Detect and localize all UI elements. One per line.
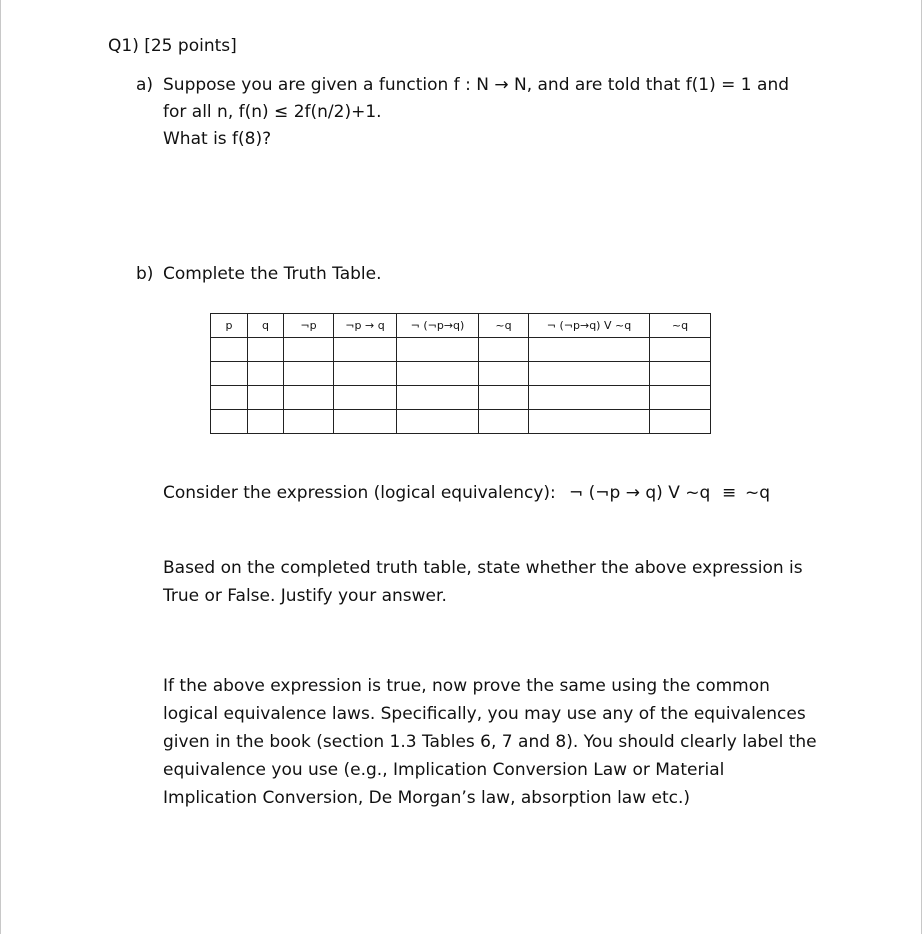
question-title: Q1) [25 points] (108, 36, 237, 56)
truth-table-cell[interactable] (479, 386, 529, 410)
truth-table-cell[interactable] (248, 386, 284, 410)
truth-table-cell[interactable] (479, 362, 529, 386)
truth-table (210, 313, 711, 434)
header-not-q-result: ~q (650, 314, 711, 338)
part-b-label: b) (136, 264, 154, 284)
truth-table-cell[interactable] (479, 410, 529, 434)
header-p: p (211, 314, 248, 338)
expression-left: ¬ (¬p → q) V ~q (569, 483, 711, 503)
part-a-label: a) (136, 75, 154, 95)
truth-table-cell[interactable] (284, 386, 334, 410)
truth-table-cell[interactable] (248, 362, 284, 386)
consider-label: Consider the expression (logical equivalency): (163, 483, 556, 503)
truth-table-cell[interactable] (479, 338, 529, 362)
truth-table-cell[interactable] (529, 386, 650, 410)
truth-table-cell[interactable] (248, 410, 284, 434)
truth-table-cell[interactable] (650, 386, 711, 410)
header-q: q (248, 314, 284, 338)
part-a-line-2: for all n, f(n) ≤ 2f(n/2)+1. (163, 102, 382, 122)
header-negated-implication: ¬ (¬p→q) (397, 314, 479, 338)
equivalence-symbol: ≡ (722, 483, 737, 503)
header-not-p: ¬p (284, 314, 334, 338)
truth-table-cell[interactable] (248, 338, 284, 362)
truth-table-row (211, 362, 711, 386)
truth-table-cell[interactable] (650, 362, 711, 386)
truth-table-cell[interactable] (529, 410, 650, 434)
header-not-q: ~q (479, 314, 529, 338)
part-a-line-3: What is f(8)? (163, 129, 272, 149)
truth-table-cell[interactable] (334, 410, 397, 434)
truth-table-cell[interactable] (284, 362, 334, 386)
truth-table-cell[interactable] (334, 386, 397, 410)
truth-table-cell[interactable] (211, 386, 248, 410)
truth-table-row (211, 410, 711, 434)
truth-table-cell[interactable] (650, 410, 711, 434)
header-full-expression: ¬ (¬p→q) V ~q (529, 314, 650, 338)
paragraph-true-false: Based on the completed truth table, state whether the above expression is True or False. Justify your answer. (163, 558, 803, 606)
part-b-instruction: Complete the Truth Table. (163, 264, 382, 284)
truth-table-cell[interactable] (397, 386, 479, 410)
truth-table-cell[interactable] (211, 410, 248, 434)
truth-table-row (211, 338, 711, 362)
truth-table-header-row (211, 314, 711, 338)
paragraph-prove: If the above expression is true, now prove the same using the common logical equivalence laws. Specifically, you may use any of the equivalences given in the book (section 1.3 Tables 6, 7 and 8). You should clearly label the equivalence you use (e.g., Implication Conversion Law or Material Implication Conversion, De Morgan’s law, absorption law etc.) (163, 676, 817, 808)
header-not-p-implies-q: ¬p → q (334, 314, 397, 338)
truth-table-cell[interactable] (284, 338, 334, 362)
truth-table-cell[interactable] (529, 338, 650, 362)
expression-right: ~q (745, 483, 771, 503)
truth-table-cell[interactable] (397, 410, 479, 434)
part-a-line-1: Suppose you are given a function f : N → N, and are told that f(1) = 1 and (163, 75, 790, 95)
truth-table-cell[interactable] (397, 338, 479, 362)
truth-table-cell[interactable] (397, 362, 479, 386)
truth-table-row (211, 386, 711, 410)
truth-table-cell[interactable] (211, 362, 248, 386)
truth-table-cell[interactable] (334, 338, 397, 362)
truth-table-cell[interactable] (334, 362, 397, 386)
truth-table-cell[interactable] (529, 362, 650, 386)
truth-table-cell[interactable] (284, 410, 334, 434)
truth-table-cell[interactable] (211, 338, 248, 362)
truth-table-cell[interactable] (650, 338, 711, 362)
